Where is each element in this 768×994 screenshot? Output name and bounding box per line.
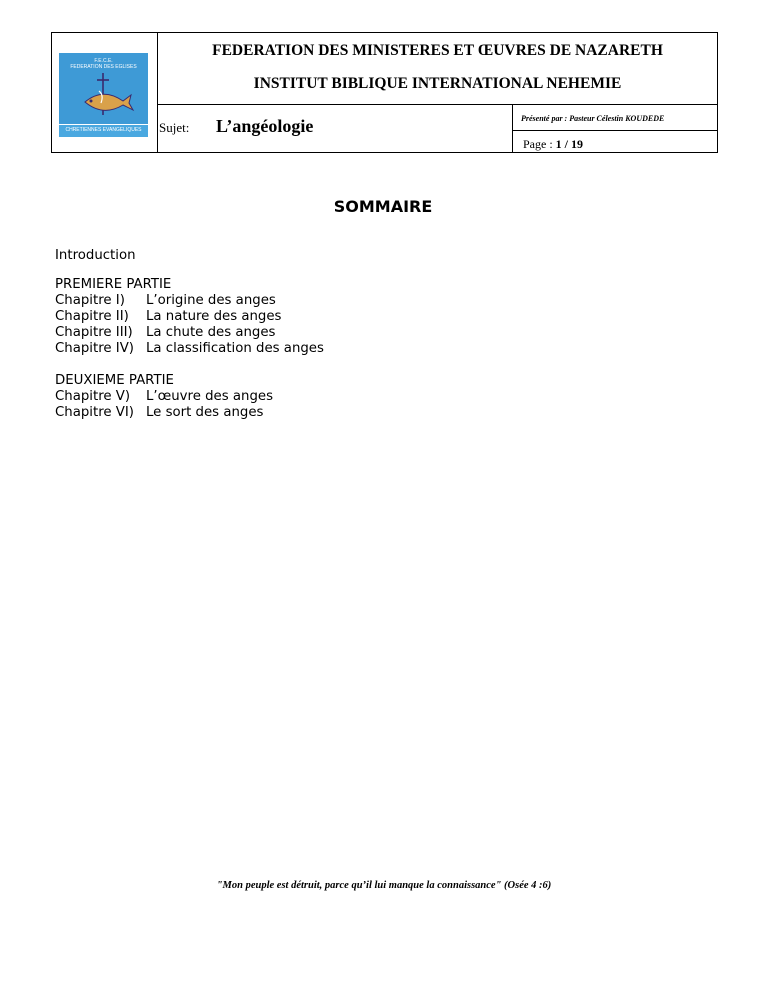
- part2-title: DEUXIEME PARTIE: [55, 373, 174, 388]
- toc-chapter-row: [55, 325, 276, 341]
- logo-top-line2: FEDERATION DES EGLISES: [70, 64, 137, 70]
- part1-title: PREMIERE PARTIE: [55, 277, 172, 292]
- toc-chapter-row: [55, 309, 282, 325]
- logo-top-line1: F.E.C.E.: [94, 58, 113, 64]
- sommaire-heading: [0, 197, 768, 216]
- chapter-number: Chapitre IV): [55, 341, 134, 356]
- chapter-title: L’origine des anges: [146, 293, 276, 308]
- organization-title: FEDERATION DES MINISTERES ET ŒUVRES DE NAZARETH: [212, 42, 663, 59]
- footer-quote: "Mon peuple est détruit, parce qu’il lui manque la connaissance" (Osée 4 :6): [216, 880, 552, 891]
- toc-chapter-row: [55, 341, 324, 357]
- chapter-title: L’œuvre des anges: [146, 389, 274, 404]
- chapter-number: Chapitre V): [55, 389, 131, 404]
- federation-logo: [59, 53, 148, 137]
- toc-chapter-row: [55, 293, 276, 309]
- toc-part2: [55, 373, 274, 421]
- chapter-number: Chapitre I): [55, 293, 125, 308]
- sommaire-title: SOMMAIRE: [333, 197, 433, 216]
- chapter-number: Chapitre II): [55, 309, 129, 324]
- chapter-title: La chute des anges: [146, 325, 276, 340]
- page-label: Page :: [523, 137, 556, 151]
- logo-bottom-line: CHRETIENNES EVANGELIQUES: [65, 127, 142, 133]
- presenter-divider: [513, 130, 718, 131]
- toc-part1: [55, 277, 324, 357]
- page-indicator: [523, 137, 583, 152]
- document-header: [51, 32, 718, 153]
- logo-cell: [52, 33, 158, 152]
- intro-line: Introduction: [55, 248, 136, 263]
- page-number: 1 / 19: [555, 137, 584, 151]
- logo-bottom-band: [59, 124, 148, 137]
- toc-intro: [55, 248, 136, 264]
- chapter-title: Le sort des anges: [146, 405, 264, 420]
- toc-chapter-row: [55, 405, 264, 421]
- presenter-box: [512, 104, 718, 152]
- subject-value: L’angéologie: [216, 116, 314, 136]
- chapter-number: Chapitre III): [55, 325, 133, 340]
- chapter-title: La classification des anges: [146, 341, 324, 356]
- institute-title: INSTITUT BIBLIQUE INTERNATIONAL NEHEMIE: [253, 75, 622, 92]
- chapter-number: Chapitre VI): [55, 405, 134, 420]
- subject-label: Sujet:: [159, 120, 190, 135]
- chapter-title: La nature des anges: [146, 309, 282, 324]
- presenter-text: Présenté par : Pasteur Célestin KOUDEDE: [521, 114, 665, 123]
- toc-chapter-row: [55, 389, 274, 405]
